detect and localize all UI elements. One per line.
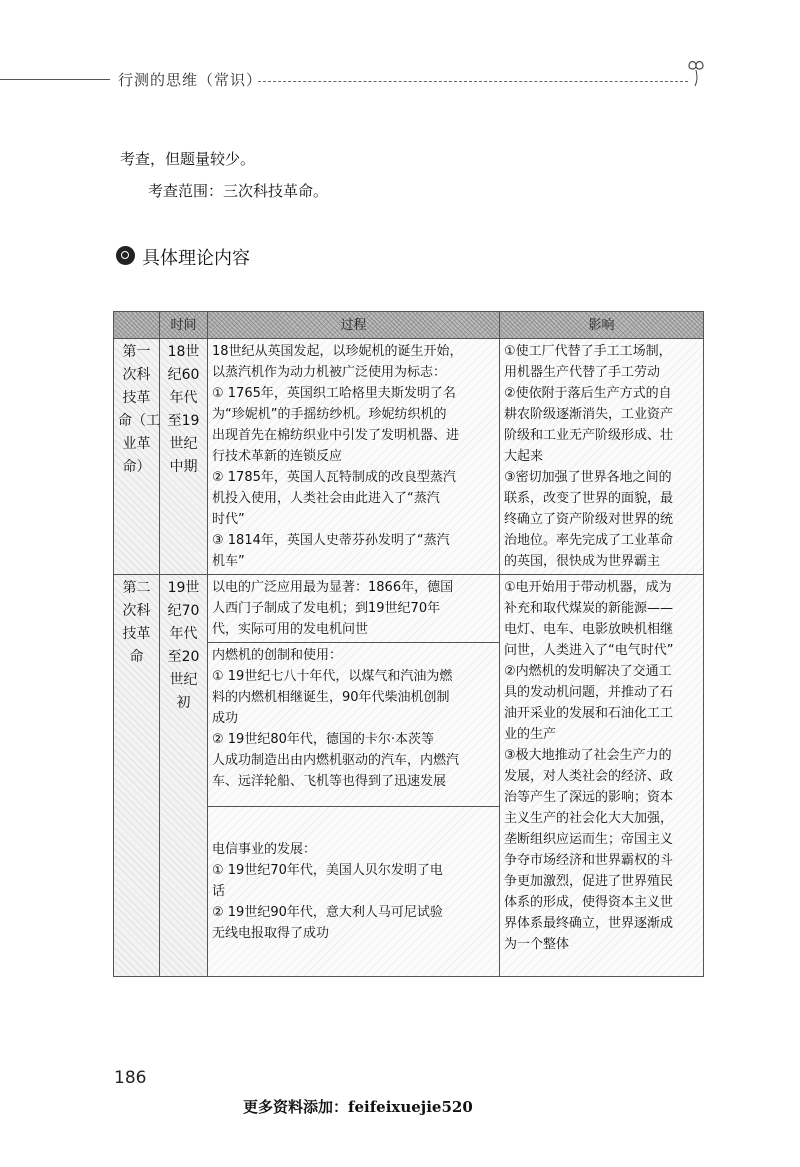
header-blank xyxy=(114,312,160,339)
row1-time-cell: 18世 纪60 年代 至19 世纪 中期 xyxy=(160,339,208,575)
intro-line-1: 考查，但题量较少。 xyxy=(120,150,256,168)
running-header-title: 行测的思维（常识） xyxy=(118,71,263,89)
table-header-row xyxy=(114,312,704,339)
leaf-ornament-icon xyxy=(686,58,706,88)
header-time: 时间 xyxy=(160,312,208,339)
intro-line-2: 考查范围：三次科技革命。 xyxy=(148,182,329,200)
row2-process-engine-cell: 内燃机的创制和使用： ① 19世纪七八十年代，以煤气和汽油为燃 料的内燃机相继诞生，90年代柴油机创制 成功 ② 19世纪80年代，德国的卡尔·本茨等 人成功制造出由内燃机驱动的汽车，内燃汽 车、远洋轮船、飞机等也得到了迅速发展 xyxy=(208,643,500,807)
row1-process-cell: 18世纪从英国发起，以珍妮机的诞生开始， 以蒸汽机作为动力机被广泛使用为标志： ① 1765年，英国织工哈格里夫斯发明了名 为“珍妮机”的手摇纺纱机。珍妮纺织机的 出现首先在棉纺织业中引发了发明机器、进 行技术革新的连锁反应 ② 1785年，英国人瓦特制成的改良型蒸汽 机投入使用，人类社会由此进入了“蒸汽 时代” ③ 1814年，英国人史蒂芬孙发明了“蒸汽 机车” xyxy=(208,339,500,575)
row2-process-electricity-cell: 以电的广泛应用最为显著：1866年，德国 人西门子制成了发电机；到19世纪70年 代，实际可用的发电机问世 xyxy=(208,575,500,643)
header-impact: 影响 xyxy=(500,312,704,339)
header-rule-left xyxy=(0,79,110,80)
footer-contact-text: 更多资料添加：feifeixuejie520 xyxy=(243,1098,473,1116)
page-number: 186 xyxy=(114,1068,147,1088)
row2-impact-cell: ①电开始用于带动机器，成为 补充和取代煤炭的新能源—— 电灯、电车、电影放映机相继 问世，人类进入了“电气时代” ②内燃机的发明解决了交通工 具的发动机问题，并推动了石 油开采业的发展和石油化工工 业的生产 ③极大地推动了社会生产力的 发展，对人类社会的经济、政 治等产生了深远的影响；资本 主义生产的社会化大大加强， 垄断组织应运而生；帝国主义 争夺市场经济和世界霸权的斗 争更加激烈，促进了世界殖民 体系的形成，使得资本主义世 界体系最终确立，世界逐渐成 为一个整体 xyxy=(500,575,704,977)
header-process: 过程 xyxy=(208,312,500,339)
row1-impact-cell: ①使工厂代替了手工工场制， 用机器生产代替了手工劳动 ②使依附于落后生产方式的自 耕农阶级逐渐消失，工业资产 阶级和工业无产阶级形成、壮 大起来 ③密切加强了世界各地之间的 联系，改变了世界的面貌，最 终确立了资产阶级对世界的统 治地位。率先完成了工业革命 的英国，很快成为世界霸主 xyxy=(500,339,704,575)
table-row xyxy=(114,339,704,575)
row2-time-cell: 19世 纪70 年代 至20 世纪 初 xyxy=(160,575,208,977)
row2-process-telecom-cell: 电信事业的发展： ① 19世纪70年代，美国人贝尔发明了电 话 ② 19世纪90年代，意大利人马可尼试验 无线电报取得了成功 xyxy=(208,807,500,977)
header-rule-right xyxy=(258,81,688,82)
table-row xyxy=(114,575,704,643)
revolution-table xyxy=(113,311,704,977)
section-title: 具体理论内容 xyxy=(142,248,250,269)
section-bullet-icon xyxy=(116,246,135,265)
row1-name-cell: 第一 次科 技革 命（工 业革 命） xyxy=(114,339,160,575)
row2-name-cell: 第二 次科 技革 命 xyxy=(114,575,160,977)
